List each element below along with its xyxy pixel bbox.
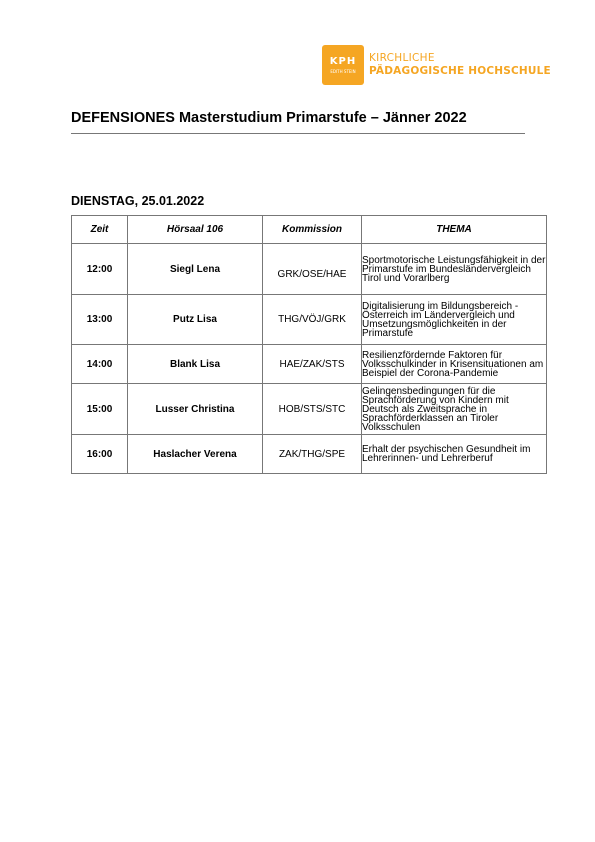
row-name: Putz Lisa xyxy=(128,295,263,345)
header-room: Hörsaal 106 xyxy=(128,216,263,244)
row-time: 12:00 xyxy=(72,244,128,295)
title-divider xyxy=(71,133,525,134)
row-theme: Resilienzfördernde Faktoren für Volksschulkinder in Krisensituationen am Beispiel der Corona-Pandemie xyxy=(362,345,547,384)
row-theme: Digitalisierung im Bildungsbereich - Österreich im Ländervergleich und Umsetzungsmöglichkeiten in der Primarstufe xyxy=(362,295,547,345)
row-time: 13:00 xyxy=(72,295,128,345)
table-header-row xyxy=(72,216,547,244)
row-commission-cell xyxy=(263,244,362,295)
table-row xyxy=(72,295,547,345)
row-theme: Sportmotorische Leistungsfähigkeit in der Primarstufe im Bundesländervergleich Tirol und Vorarlberg xyxy=(362,244,547,295)
logo-wordmark xyxy=(369,52,551,78)
row-theme: Erhalt der psychischen Gesundheit im Lehrerinnen- und Lehrerberuf xyxy=(362,435,547,474)
row-commission: GRK/OSE/HAE xyxy=(277,268,347,280)
header-theme: THEMA xyxy=(362,216,547,244)
row-time: 15:00 xyxy=(72,384,128,435)
day-heading: DIENSTAG, 25.01.2022 xyxy=(71,194,205,208)
row-commission: HAE/ZAK/STS xyxy=(263,345,362,384)
table-row xyxy=(72,435,547,474)
kph-logo-mark xyxy=(322,45,364,85)
schedule-table xyxy=(71,215,547,474)
logo-line-1: KIRCHLICHE xyxy=(369,52,435,64)
row-time: 14:00 xyxy=(72,345,128,384)
row-name: Lusser Christina xyxy=(128,384,263,435)
row-commission: THG/VÖJ/GRK xyxy=(263,295,362,345)
header-time: Zeit xyxy=(72,216,128,244)
logo-line-2: PÄDAGOGISCHE HOCHSCHULE xyxy=(369,65,551,77)
logo-abbreviation: KPH xyxy=(329,56,357,67)
row-commission: ZAK/THG/SPE xyxy=(263,435,362,474)
row-name: Siegl Lena xyxy=(128,244,263,295)
table-row xyxy=(72,384,547,435)
row-name: Blank Lisa xyxy=(128,345,263,384)
row-commission: HOB/STS/STC xyxy=(263,384,362,435)
row-theme: Gelingensbedingungen für die Sprachförderung von Kindern mit Deutsch als Zweitsprache in Sprachförderklassen an Tiroler Volksschulen xyxy=(362,384,547,435)
table-row xyxy=(72,345,547,384)
page-title: DEFENSIONES Masterstudium Primarstufe – Jänner 2022 xyxy=(71,110,467,126)
logo-subtext: EDITH STEIN xyxy=(330,69,356,74)
header-commission: Kommission xyxy=(263,216,362,244)
kph-logo xyxy=(322,45,551,85)
table-row xyxy=(72,244,547,295)
row-time: 16:00 xyxy=(72,435,128,474)
row-name: Haslacher Verena xyxy=(128,435,263,474)
